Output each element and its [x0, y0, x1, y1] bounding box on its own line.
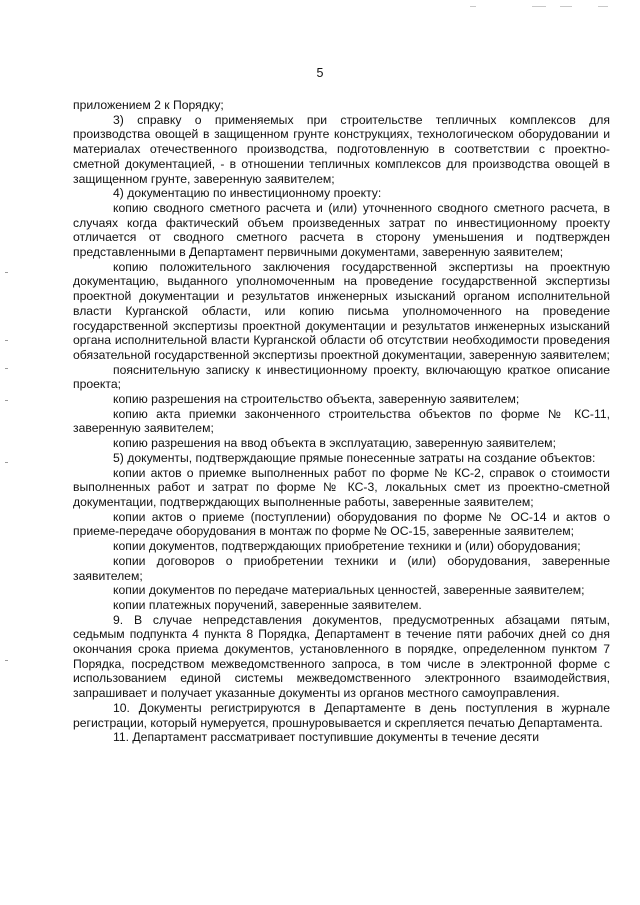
paragraph: приложением 2 к Порядку; [73, 98, 224, 112]
paragraph: 10. Документы регистрируются в Департаменте в день поступления в журнале регистрации, который нумеруется, прошнуровывается и скрепляется печатью Департамента. [73, 700, 610, 730]
paragraph: копию акта приемки законченного строительства объектов по форме № КС-11, заверенную заявителем; [73, 406, 610, 436]
page-number: 5 [316, 66, 324, 80]
scan-mark [5, 340, 8, 341]
document-body [73, 98, 610, 745]
scan-mark [5, 368, 8, 369]
scan-mark [532, 6, 546, 7]
scan-mark [5, 462, 8, 463]
paragraph: копию разрешения на строительство объекта, заверенную заявителем; [113, 392, 520, 407]
paragraph: копии документов по передаче материальных ценностей, заверенные заявителем; [113, 583, 585, 598]
scan-mark [598, 6, 608, 7]
paragraph: пояснительную записку к инвестиционному проекту, включающую краткое описание проекта; [73, 362, 610, 392]
scan-mark [5, 400, 8, 401]
paragraph: копии актов о приемке выполненных работ по форме № КС-2, справок о стоимости выполненных работ и затрат по форме № КС-3, локальных смет из проектно-сметной документации, подтверждающих выполненные работы, заверенные заявителем; [73, 465, 610, 509]
paragraph: 3) справку о применяемых при строительстве тепличных комплексов для производства овощей в защищенном грунте конструкциях, технологическом оборудовании и материалах отечественного производства, подготовленную в соответствии с проектно-сметной документацией, - в отношении тепличных комплексов для производства овощей в защищенном грунте, заверенную заявителем; [73, 112, 610, 186]
scan-mark [5, 272, 8, 273]
paragraph: копии актов о приеме (поступлении) оборудования по форме № ОС-14 и актов о приеме-передаче оборудования в монтаж по форме № ОС-15, заверенные заявителем; [73, 509, 610, 539]
scan-mark [470, 6, 476, 7]
paragraph: копию сводного сметного расчета и (или) уточненного сводного сметного расчета, в случаях когда фактический объем произведенных затрат по инвестиционному проекту отличается от сводного сметного расчета в сторону уменьшения и подтвержден представленными в Департамент первичными документами, заверенную заявителем; [73, 200, 610, 260]
scan-mark [5, 660, 8, 661]
paragraph: 5) документы, подтверждающие прямые понесенные затраты на создание объектов: [113, 450, 596, 465]
paragraph: копии документов, подтверждающих приобретение техники и (или) оборудования; [113, 539, 581, 554]
paragraph: 9. В случае непредставления документов, предусмотренных абзацами пятым, седьмым подпункта 4 пункта 8 Порядка, Департамент в течение пяти рабочих дней со дня окончания срока приема документов, установленного в порядке, определенном пунктом 7 Порядка, посредством межведомственного запроса, в том числе в электронной форме с использованием единой системы межведомственного электронного взаимодействия, запрашивает и получает указанные документы из органов местного самоуправления. [73, 612, 610, 701]
paragraph: копии договоров о приобретении техники и (или) оборудования, заверенные заявителем; [73, 553, 610, 583]
scan-mark [560, 6, 572, 7]
paragraph: копию положительного заключения государственной экспертизы на проектную документацию, выданного уполномоченным на проведение государственной экспертизы проектной документации и результатов инженерных изысканий органом исполнительной власти Курганской области, или копию письма уполномоченного на проведение государственной экспертизы проектной документации и результатов инженерных изысканий органа исполнительной власти Курганской области об отсутствии необходимости проведения обязательной государственной экспертизы проектной документации, заверенную заявителем; [73, 259, 610, 362]
paragraph: копию разрешения на ввод объекта в эксплуатацию, заверенную заявителем; [113, 436, 556, 451]
paragraph: 4) документацию по инвестиционному проекту: [113, 186, 382, 201]
paragraph: копии платежных поручений, заверенные заявителем. [113, 597, 422, 612]
paragraph: 11. Департамент рассматривает поступившие документы в течение десяти [113, 730, 540, 745]
